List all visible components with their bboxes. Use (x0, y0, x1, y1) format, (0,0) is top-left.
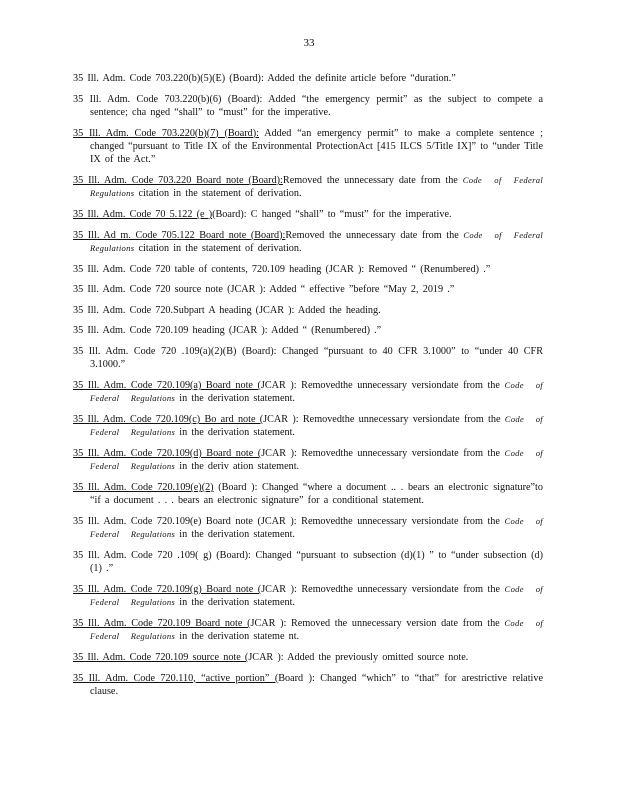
citation-title-text: Code of Federal Regulations (90, 583, 543, 608)
underlined-citation-text: 35 Ill. Adm. Code 720.109 Board note ( (73, 617, 251, 629)
entry-text: 35 Ill. Adm. Code 703.220(b)(5)(E) (Board): Added the definite article before “duration.” (73, 73, 456, 84)
entry-text: (Board): C hanged “shall” to “must” for the imperative. (212, 209, 452, 220)
amendment-entry (73, 93, 543, 120)
amendment-entry (73, 345, 543, 372)
citation-title-text: Code of Federal Regulations (90, 175, 544, 199)
underlined-citation-text: 35 Ill. Ad m. Code 705.122 Board note (Board): (73, 229, 286, 241)
amendment-list (73, 72, 543, 706)
citation-title-text: Code of Federal Regulations (90, 413, 543, 438)
underlined-citation-text: 35 Ill. Adm. Code 703.220(b)(7) (Board): (73, 127, 259, 139)
entry-text: JCAR ): Removedthe unnecessary versiondate from the (263, 413, 505, 425)
amendment-entry (73, 127, 543, 167)
page-number: 33 (303, 37, 315, 49)
amendment-entry (73, 617, 543, 644)
entry-text: 35 Ill. Adm. Code 720 source note (JCAR ): Added “ effective ”before “May 2, 2019 .” (73, 284, 455, 296)
entry-text: 35 Ill. Adm. Code 703.220(b)(6) (Board): Added “the emergency permit” as the subject to compete a sentence; cha nged “shall” to “must” for the imperative. (73, 93, 543, 118)
amendment-entry (73, 672, 543, 699)
entry-text: (Board ): Changed “where a document .. . bears an electronic signature”to “if a document . . . bears an electronic signature” for a conditional statement. (90, 481, 543, 507)
underlined-citation-text: 35 Ill. Adm. Code 720.109 source note ( (73, 651, 249, 663)
entry-text: 35 Ill. Adm. Code 720 .109(a)(2)(B) (Board): Changed “pursuant to 40 CFR 3.1000” to “under 40 CFR 3.1000.” (73, 345, 543, 371)
entry-text: Added “an emergency permit” to make a complete sentence ; changed “pursuant to Title IX of the Environmental ProtectionAct [415 ILCS 5/Title IX]” to “under Title IX of the Act.” (90, 127, 543, 166)
amendment-entry (73, 549, 543, 576)
amendment-entry (73, 283, 543, 296)
amendment-entry (73, 324, 543, 337)
entry-text: in the derivation stateme nt. (175, 631, 300, 643)
underlined-citation-text: 35 Ill. Adm. Code 720.109(a) Board note ( (73, 379, 261, 391)
entry-text: in the derivation statement. (175, 529, 295, 541)
entry-text: 35 Ill. Adm. Code 720.109 heading (JCAR ): Added “ (Renumbered) .” (73, 325, 382, 337)
entry-text: Board ): Changed “which” to “that” for arestrictive relative clause. (90, 672, 543, 697)
entry-text: citation in the statement of derivation. (134, 188, 302, 200)
entry-text: in the derivation statement. (175, 393, 295, 405)
entry-text: in the derivation statement. (175, 597, 295, 609)
underlined-citation-text: 35 Ill. Adm. Code 720.109(c) Bo ard note ( (73, 413, 264, 425)
entry-text: 35 Ill. Adm. Code 720 table of contents, 720.109 heading (JCAR ): Removed “ (Renumbered) .” (73, 263, 491, 275)
entry-text: JCAR ): Removedthe unnecessary versiondate from the (260, 379, 505, 391)
amendment-entry (73, 413, 543, 440)
entry-text: 35 Ill. Adm. Code 720.Subpart A heading (JCAR ): Added the heading. (73, 304, 381, 316)
entry-text: JCAR ): Removedthe unnecessary versiondate from the (261, 447, 505, 459)
entry-text: in the deriv ation statement. (175, 461, 300, 473)
amendment-entry (73, 229, 543, 256)
entry-text: JCAR ): Removed the unnecessary version date from the (250, 617, 505, 629)
amendment-entry (73, 481, 543, 508)
entry-text: 35 Ill. Adm. Code 720 .109( g) (Board): Changed “pursuant to subsection (d)(1) ” to “under subsection (d)(1) .” (73, 549, 543, 575)
citation-title-text: Code of Federal Regulations (90, 229, 544, 253)
amendment-entry (73, 174, 543, 201)
citation-title-text: Code of Federal Regulations (90, 379, 543, 404)
underlined-citation-text: 35 Ill. Adm. Code 720.109(d) Board note ( (73, 447, 262, 459)
amendment-entry (73, 72, 543, 85)
underlined-citation-text: 35 Ill. Adm. Code 70 5.122 (e ) (73, 209, 213, 220)
amendment-entry (73, 263, 543, 276)
citation-title-text: Code of Federal Regulations (90, 447, 543, 472)
entry-text: Removed the unnecessary date from the (285, 229, 464, 241)
entry-text: Removed the unnecessary date from the (282, 175, 463, 186)
underlined-citation-text: 35 Ill. Adm. Code 720.110, “active portion” ( (73, 672, 279, 684)
entry-text: JCAR ): Removedthe unnecessary versiondate from the (261, 583, 505, 595)
amendment-entry (73, 583, 543, 610)
amendment-entry (73, 304, 543, 317)
underlined-citation-text: 35 Ill. Adm. Code 703.220 Board note (Board): (73, 175, 283, 186)
amendment-entry (73, 379, 543, 406)
entry-text: JCAR ): Added the previously omitted source note. (248, 651, 469, 663)
entry-text: citation in the statement of derivation. (134, 243, 302, 254)
amendment-entry (73, 651, 543, 664)
entry-text: in the derivation statement. (175, 427, 295, 439)
amendment-entry (73, 208, 543, 221)
entry-text: 35 Ill. Adm. Code 720.109(e) Board note (JCAR ): Removedthe unnecessary versiondate from the (73, 515, 505, 527)
amendment-entry (73, 447, 543, 474)
underlined-citation-text: 35 Ill. Adm. Code 720.109(g) Board note ( (73, 583, 262, 595)
citation-title-text: Code of Federal Regulations (90, 515, 543, 540)
underlined-citation-text: 35 Ill. Adm. Code 720.109(e)(2) (73, 481, 214, 493)
amendment-entry (73, 515, 543, 542)
citation-title-text: Code of Federal Regulations (90, 617, 544, 642)
